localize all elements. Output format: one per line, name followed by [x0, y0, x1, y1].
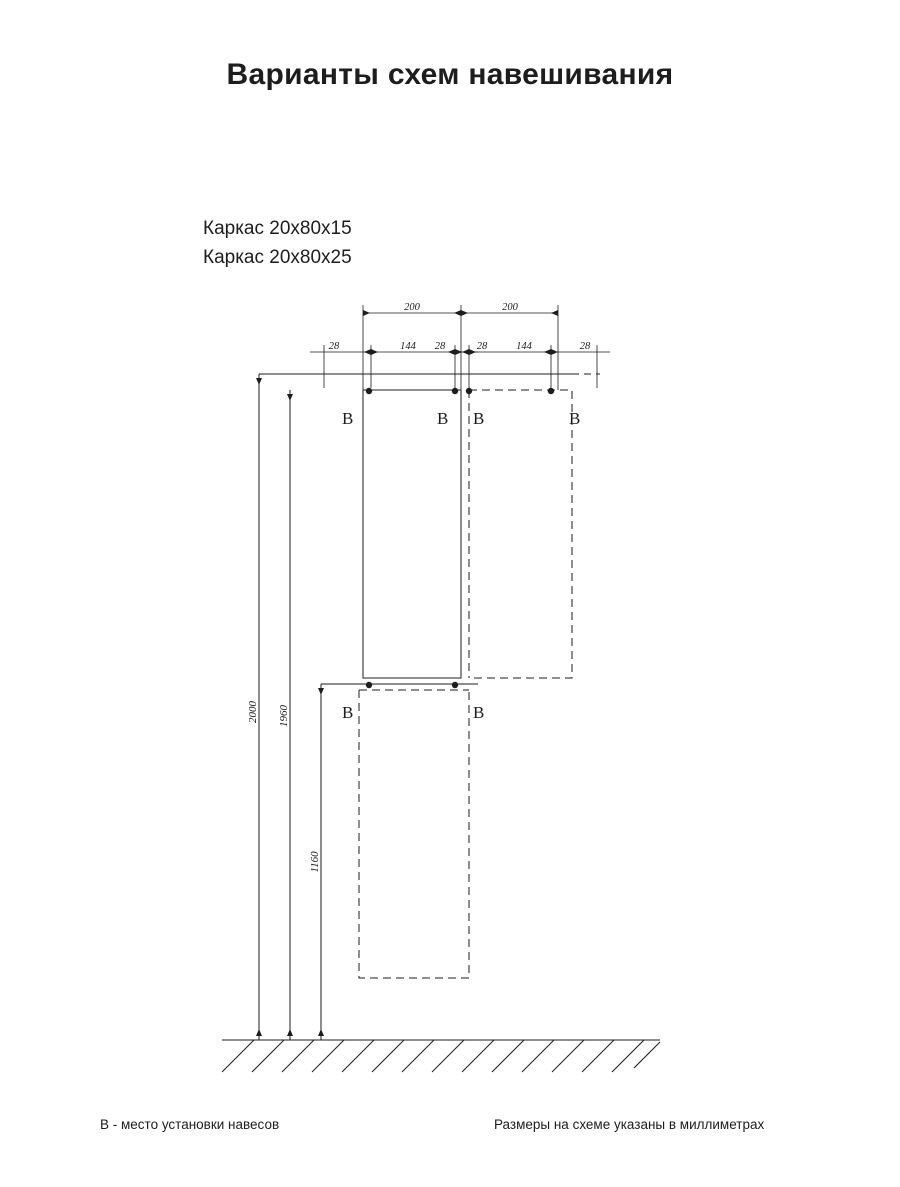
mount-label-b4: B — [569, 409, 581, 428]
page-title: Варианты схем навешивания — [226, 58, 674, 91]
dim-label-1960: 1960 — [278, 705, 290, 727]
arrow-3 — [461, 310, 468, 316]
mount-label-b3: B — [473, 409, 485, 428]
arrow-v1960-top — [287, 394, 293, 401]
arrow-d3 — [448, 349, 455, 355]
hatch-10 — [492, 1040, 524, 1072]
mount-markers — [366, 388, 554, 688]
hatch-7 — [402, 1040, 434, 1072]
mount-dot-3 — [466, 388, 472, 394]
arrow-v1160-top — [318, 688, 324, 695]
mount-dot-2 — [452, 388, 458, 394]
dim-label-28-2: 28 — [434, 341, 446, 352]
hatch-3 — [282, 1040, 314, 1072]
legend-mount-note: B - место установки навесов — [100, 1117, 280, 1132]
frame-spec-line-2: Каркас 20x80x25 — [203, 247, 352, 268]
legend-units-note: Размеры на схеме указаны в миллиметрах — [494, 1117, 765, 1132]
dim-label-144-1: 144 — [400, 341, 416, 352]
hatch-8 — [432, 1040, 464, 1072]
arrow-d8 — [551, 349, 558, 355]
lower-cabinet-dashed — [359, 690, 469, 978]
hatch-6 — [372, 1040, 404, 1072]
arrow-d2 — [371, 349, 378, 355]
arrow-d7 — [544, 349, 551, 355]
arrow-d5 — [462, 349, 469, 355]
mount-label-b1: B — [342, 409, 354, 428]
arrow-v1960-bottom — [287, 1029, 293, 1036]
upper-cabinet-alt-dashed — [469, 390, 572, 678]
upper-cabinet-alt-path — [469, 390, 572, 678]
mount-dot-4 — [548, 388, 554, 394]
arrow-4 — [551, 310, 558, 316]
lower-cabinet-body — [359, 690, 469, 978]
upper-cabinet-left-panel — [363, 390, 461, 678]
dim-label-1160: 1160 — [309, 851, 321, 873]
arrow-d1 — [364, 349, 371, 355]
hatch-2 — [252, 1040, 284, 1072]
top-rail — [259, 374, 600, 1040]
hatch-1 — [222, 1040, 254, 1072]
dim-label-28-3: 28 — [476, 341, 488, 352]
upper-cabinet-outline — [363, 390, 461, 678]
hatch-5 — [342, 1040, 374, 1072]
hatch-4 — [312, 1040, 344, 1072]
dim-label-200-b: 200 — [502, 302, 518, 313]
arrow-v2000-top — [256, 378, 262, 385]
arrow-1 — [363, 310, 370, 316]
hatch-13 — [582, 1040, 614, 1072]
mount-dot-6 — [452, 682, 458, 688]
mount-dot-5 — [366, 682, 372, 688]
frame-spec-line-1: Каркас 20x80x15 — [203, 218, 352, 239]
dim-label-28-1: 28 — [328, 341, 340, 352]
floor-hatching — [222, 1040, 660, 1072]
dim-label-28-4: 28 — [579, 341, 591, 352]
mount-label-b5: B — [342, 703, 354, 722]
hatch-14 — [612, 1040, 644, 1072]
hatch-12 — [552, 1040, 584, 1072]
dim-label-144-2: 144 — [516, 341, 532, 352]
arrow-d6 — [469, 349, 476, 355]
arrow-v2000-bottom — [256, 1029, 262, 1036]
mount-label-b6: B — [473, 703, 485, 722]
hatch-11 — [522, 1040, 554, 1072]
arrow-2 — [454, 310, 461, 316]
mount-label-b2: B — [437, 409, 449, 428]
dimension-group-detail — [310, 345, 610, 388]
mount-dot-1 — [366, 388, 372, 394]
arrow-v1160-bottom — [318, 1029, 324, 1036]
dim-label-200-a: 200 — [404, 302, 420, 313]
dim-label-2000: 2000 — [247, 701, 259, 723]
hatch-9 — [462, 1040, 494, 1072]
